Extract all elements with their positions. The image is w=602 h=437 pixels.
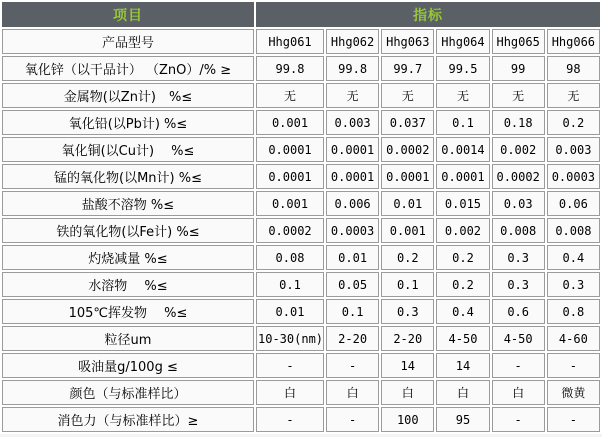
table-row <box>2 407 600 432</box>
cell-value: 10-30(nm) <box>256 326 324 351</box>
cell-value: 0.015 <box>436 191 489 216</box>
cell-value: 0.0001 <box>381 164 434 189</box>
cell-value: 95 <box>436 407 489 432</box>
cell-value: 0.2 <box>547 110 600 135</box>
cell-value: Hhg066 <box>547 29 600 54</box>
cell-value: 白 <box>492 380 545 405</box>
row-label: 灼烧减量 %≤ <box>2 245 254 270</box>
cell-value: 0.05 <box>326 272 379 297</box>
cell-value: 99.8 <box>326 56 379 81</box>
cell-value: 0.0003 <box>547 164 600 189</box>
cell-value: 0.002 <box>492 137 545 162</box>
cell-value: 0.0002 <box>381 137 434 162</box>
cell-value: - <box>547 353 600 378</box>
cell-value: 0.0001 <box>256 137 324 162</box>
cell-value: 0.003 <box>547 137 600 162</box>
cell-value: 无 <box>326 83 379 108</box>
table-row <box>2 245 600 270</box>
table-row <box>2 326 600 351</box>
row-label: 吸油量g/100g ≤ <box>2 353 254 378</box>
cell-value: 白 <box>326 380 379 405</box>
cell-value: 0.18 <box>492 110 545 135</box>
table-row <box>2 83 600 108</box>
cell-value: 无 <box>381 83 434 108</box>
table-row <box>2 137 600 162</box>
row-label: 105℃挥发物 %≤ <box>2 299 254 324</box>
cell-value: - <box>492 353 545 378</box>
cell-value: 0.4 <box>547 245 600 270</box>
row-label: 铁的氧化物(以Fe计) %≤ <box>2 218 254 243</box>
cell-value: 0.2 <box>436 272 489 297</box>
row-label: 颜色（与标准样比） <box>2 380 254 405</box>
cell-value: 0.2 <box>436 245 489 270</box>
table-row <box>2 218 600 243</box>
cell-value: 99 <box>492 56 545 81</box>
table-row <box>2 191 600 216</box>
cell-value: 0.001 <box>256 110 324 135</box>
cell-value: 99.5 <box>436 56 489 81</box>
cell-value: 0.1 <box>381 272 434 297</box>
cell-value: 无 <box>256 83 324 108</box>
cell-value: Hhg061 <box>256 29 324 54</box>
cell-value: 白 <box>381 380 434 405</box>
cell-value: - <box>326 407 379 432</box>
cell-value: 0.0002 <box>256 218 324 243</box>
cell-value: 100 <box>381 407 434 432</box>
cell-value: 0.3 <box>492 245 545 270</box>
cell-value: 0.1 <box>256 272 324 297</box>
cell-value: - <box>256 353 324 378</box>
cell-value: 0.1 <box>326 299 379 324</box>
cell-value: 98 <box>547 56 600 81</box>
cell-value: 0.3 <box>381 299 434 324</box>
cell-value: 0.01 <box>256 299 324 324</box>
table-row <box>2 272 600 297</box>
cell-value: 0.0001 <box>256 164 324 189</box>
cell-value: 0.006 <box>326 191 379 216</box>
cell-value: 0.01 <box>381 191 434 216</box>
table-row <box>2 56 600 81</box>
cell-value: Hhg063 <box>381 29 434 54</box>
row-label: 锰的氧化物(以Mn计) %≤ <box>2 164 254 189</box>
table-row <box>2 29 600 54</box>
row-label: 盐酸不溶物 %≤ <box>2 191 254 216</box>
cell-value: - <box>256 407 324 432</box>
cell-value: 2-20 <box>381 326 434 351</box>
cell-value: 无 <box>492 83 545 108</box>
cell-value: 微黄 <box>547 380 600 405</box>
row-label: 水溶物 %≤ <box>2 272 254 297</box>
cell-value: 0.001 <box>256 191 324 216</box>
cell-value: 4-50 <box>492 326 545 351</box>
row-label: 氧化锌（以干品计） （ZnO）/% ≥ <box>2 56 254 81</box>
table-row <box>2 164 600 189</box>
cell-value: 0.1 <box>436 110 489 135</box>
cell-value: 0.0001 <box>326 137 379 162</box>
cell-value: 4-60 <box>547 326 600 351</box>
cell-value: 0.002 <box>436 218 489 243</box>
cell-value: 14 <box>381 353 434 378</box>
cell-value: 0.0001 <box>326 164 379 189</box>
cell-value: 0.2 <box>381 245 434 270</box>
cell-value: - <box>326 353 379 378</box>
cell-value: 0.03 <box>492 191 545 216</box>
cell-value: 无 <box>547 83 600 108</box>
cell-value: 0.06 <box>547 191 600 216</box>
cell-value: Hhg064 <box>436 29 489 54</box>
cell-value: Hhg062 <box>326 29 379 54</box>
cell-value: - <box>547 407 600 432</box>
cell-value: 0.0003 <box>326 218 379 243</box>
row-label: 粒径um <box>2 326 254 351</box>
cell-value: 99.7 <box>381 56 434 81</box>
cell-value: 4-50 <box>436 326 489 351</box>
table-row <box>2 353 600 378</box>
cell-value: 0.037 <box>381 110 434 135</box>
cell-value: - <box>492 407 545 432</box>
table-row <box>2 299 600 324</box>
row-label: 消色力（与标准样比）≥ <box>2 407 254 432</box>
table-row <box>2 110 600 135</box>
cell-value: 0.0001 <box>436 164 489 189</box>
header-indicator-label: 指标 <box>256 2 600 27</box>
cell-value: 无 <box>436 83 489 108</box>
cell-value: 0.008 <box>547 218 600 243</box>
cell-value: 0.4 <box>436 299 489 324</box>
cell-value: 2-20 <box>326 326 379 351</box>
cell-value: 0.3 <box>492 272 545 297</box>
cell-value: 0.8 <box>547 299 600 324</box>
cell-value: 白 <box>256 380 324 405</box>
cell-value: 0.01 <box>326 245 379 270</box>
cell-value: 0.001 <box>381 218 434 243</box>
cell-value: 0.0014 <box>436 137 489 162</box>
table-row <box>2 380 600 405</box>
cell-value: 14 <box>436 353 489 378</box>
cell-value: 0.008 <box>492 218 545 243</box>
cell-value: 0.0002 <box>492 164 545 189</box>
row-label: 产品型号 <box>2 29 254 54</box>
row-label: 氧化铅(以Pb计) %≤ <box>2 110 254 135</box>
header-row <box>2 2 600 27</box>
cell-value: 99.8 <box>256 56 324 81</box>
row-label: 氧化铜(以Cu计) %≤ <box>2 137 254 162</box>
spec-table-body <box>2 29 600 432</box>
cell-value: 白 <box>436 380 489 405</box>
header-item-label: 项目 <box>2 2 254 27</box>
row-label: 金属物(以Zn计) %≤ <box>2 83 254 108</box>
cell-value: 0.003 <box>326 110 379 135</box>
cell-value: Hhg065 <box>492 29 545 54</box>
cell-value: 0.3 <box>547 272 600 297</box>
cell-value: 0.08 <box>256 245 324 270</box>
cell-value: 0.6 <box>492 299 545 324</box>
